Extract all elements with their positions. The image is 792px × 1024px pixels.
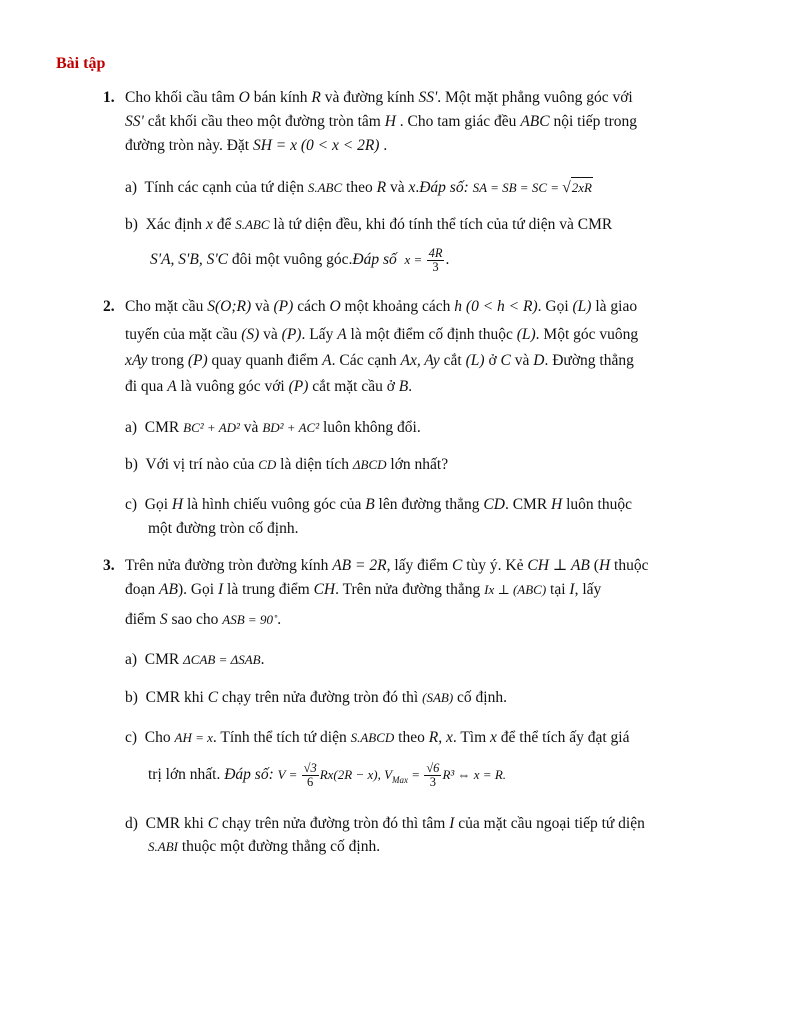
problem-3a: a) CMR ΔCAB = ΔSAB. (125, 651, 265, 668)
problem-2c-line-1: c) Gọi H là hình chiếu vuông góc của B lên đường thẳng CD. CMR H luôn thuộc (125, 496, 632, 513)
problem-1-line-3: đường tròn này. Đặt SH = x (0 < x < 2R) . (125, 137, 388, 154)
fraction-sqrt6-over-3: $\frac{√6}{3}$ (426, 761, 440, 789)
problem-2c-line-2: một đường tròn cố định. (148, 520, 299, 537)
fraction-sqrt3-over-6: $\frac{√3}{6}$ (303, 761, 317, 789)
problem-3b: b) CMR khi C chạy trên nửa đường tròn đó thì (SAB) cố định. (125, 689, 507, 706)
problem-3-line-3: điểm S sao cho ASB = 90˚. (125, 611, 282, 628)
problem-1-number: 1. (103, 89, 115, 106)
section-heading: Bài tập (56, 55, 106, 72)
problem-3d-line-2: S.ABI thuộc một đường thẳng cố định. (148, 838, 381, 855)
problem-3c-line-2: trị lớn nhất. Đáp số: V = $\frac{√3}{6}$ Rx(2R − x), $V_{Max}$ = $\frac{√6}{3}$ R³ ⇔ x = R. (148, 761, 507, 789)
problem-3-number: 3. (103, 557, 115, 574)
problem-3-line-2: đoạn AB). Gọi I là trung điểm CH. Trên nửa đường thẳng Ix ⊥ (ABC) tại I, lấy (125, 581, 602, 598)
problem-2-line-3: xAy trong (P) quay quanh điểm A. Các cạnh Ax, Ay cắt (L) ở C và D. Đường thẳng (125, 352, 634, 369)
problem-2a: a) CMR BC² + AD² và BD² + AC² luôn không đổi. (125, 419, 421, 436)
fraction-4r-over-3: $\frac{4R}{3}$ (428, 246, 443, 274)
problem-1a: a) Tính các cạnh của tứ diện S.ABC theo R và x.Đáp số: SA = SB = SC = √2xR (125, 179, 592, 196)
problem-1-line-2: SS' cắt khối cầu theo một đường tròn tâm H . Cho tam giác đều ABC nội tiếp trong (125, 113, 637, 130)
problem-1b-line-1: b) Xác định x để S.ABC là tứ diện đều, khi đó tính thể tích của tứ diện và CMR (125, 216, 613, 233)
problem-1-line-1: Cho khối cầu tâm O bán kính R và đường kính SS'. Một mặt phẳng vuông góc với (125, 89, 633, 106)
problem-1b-line-2: S'A, S'B, S'C đôi một vuông góc.Đáp số x = $\frac{4R}{3}$ . (150, 246, 450, 274)
problem-2-number: 2. (103, 298, 115, 315)
problem-3d-line-1: d) CMR khi C chạy trên nửa đường tròn đó thì tâm I của mặt cầu ngoại tiếp tứ diện (125, 815, 645, 832)
problem-2b: b) Với vị trí nào của CD là diện tích ΔBCD lớn nhất? (125, 456, 449, 473)
problem-2-line-4: đi qua A là vuông góc với (P) cắt mặt cầu ở B. (125, 378, 413, 395)
problem-3-line-1: Trên nửa đường tròn đường kính AB = 2R, lấy điểm C tùy ý. Kẻ CH ⊥ AB (H thuộc (125, 557, 649, 574)
problem-2-line-1: Cho mặt cầu S(O;R) và (P) cách O một khoảng cách h (0 < h < R). Gọi (L) là giao (125, 298, 638, 315)
problem-2-line-2: tuyến của mặt cầu (S) và (P). Lấy A là một điểm cố định thuộc (L). Một góc vuông (125, 326, 639, 343)
problem-3c-line-1: c) Cho AH = x. Tính thể tích tứ diện S.ABCD theo R, x. Tìm x để thể tích ấy đạt giá (125, 729, 630, 746)
